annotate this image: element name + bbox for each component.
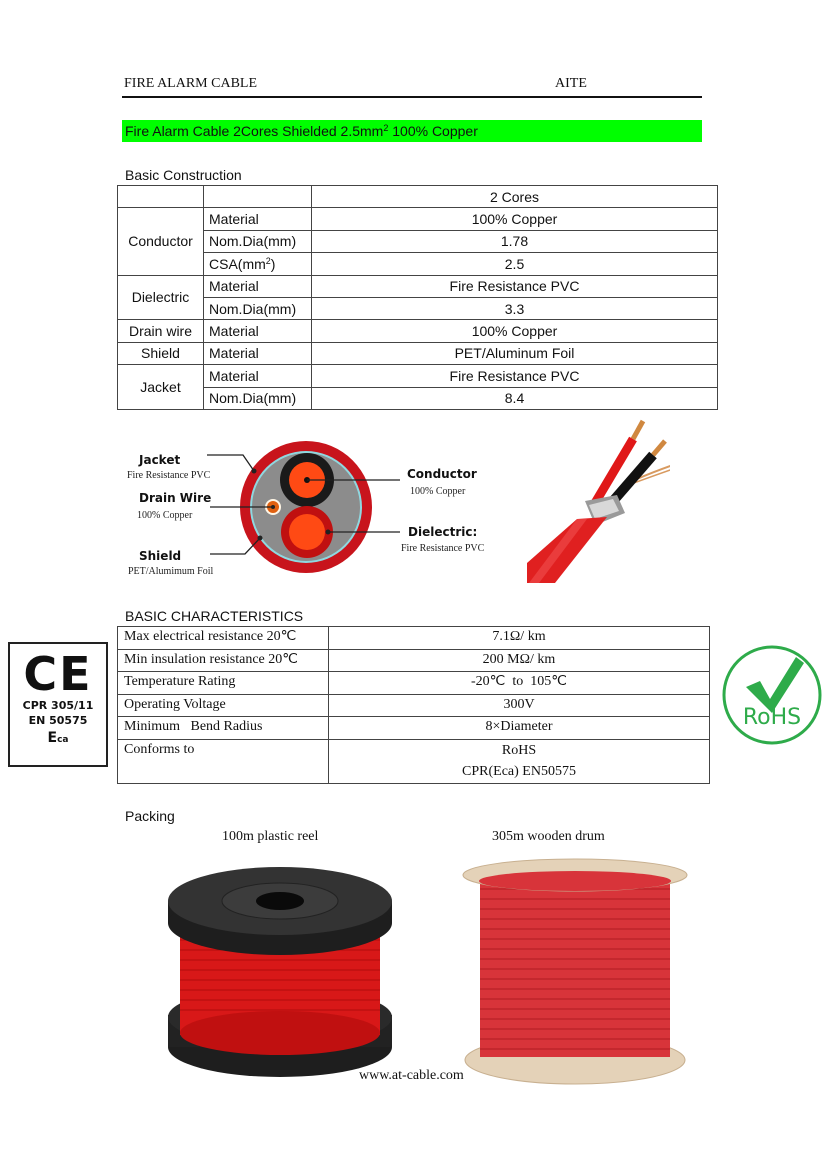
value-cell: 100% Copper (312, 320, 718, 342)
table-row (118, 230, 718, 252)
value-cell: PET/Aluminum Foil (312, 342, 718, 364)
property-cell: Material (204, 208, 312, 230)
table-row (118, 275, 718, 297)
header-cell-cores: 2 Cores (312, 186, 718, 208)
ce-cpr-line: CPR 305/11 (22, 699, 94, 712)
table-row (118, 627, 710, 650)
wooden-drum-icon (455, 855, 695, 1087)
conforms-cpr: CPR(Eca) EN50575 (462, 764, 576, 779)
char-label: Min insulation resistance 20℃ (118, 649, 329, 672)
label-shield: Shield (139, 549, 182, 563)
table-row (118, 739, 710, 783)
table-row (118, 717, 710, 740)
header-divider (122, 96, 702, 98)
construction-table (117, 185, 718, 410)
table-row (118, 297, 718, 319)
char-label: Minimum Bend Radius (118, 717, 329, 740)
ce-class (10, 728, 106, 750)
table-row (118, 672, 710, 695)
label-jacket-desc: Fire Resistance PVC (127, 470, 211, 481)
label-drain-wire-desc: 100% Copper (137, 510, 193, 521)
rohs-text: RoHS (742, 705, 802, 730)
table-row (118, 387, 718, 409)
label-shield-desc: PET/Alumimum Foil (128, 566, 214, 577)
characteristics-table (117, 626, 710, 784)
char-value: 200 MΩ/ km (329, 649, 710, 672)
plastic-reel-icon (160, 855, 400, 1085)
table-row (118, 208, 718, 230)
table-row (118, 253, 718, 275)
table-cell (118, 186, 204, 208)
footer-website: www.at-cable.com (359, 1068, 464, 1083)
basic-construction-title: Basic Construction (125, 167, 242, 183)
ce-class-sub: ca (57, 735, 69, 745)
table-cell (204, 186, 312, 208)
plastic-reel-photo (160, 855, 400, 1085)
property-cell: Nom.Dia(mm) (204, 387, 312, 409)
product-title-sup: 2 (383, 123, 389, 133)
value-cell: 2.5 (312, 253, 718, 275)
label-dielectric-desc: Fire Resistance PVC (401, 543, 485, 554)
value-cell: 3.3 (312, 297, 718, 319)
property-cell (204, 253, 312, 275)
label-conductor-desc: 100% Copper (410, 486, 466, 497)
property-cell: Material (204, 275, 312, 297)
ce-certification-badge (8, 642, 108, 767)
conforms-rohs: RoHS (501, 742, 537, 758)
packing-title: Packing (125, 808, 175, 824)
wooden-drum-photo (455, 855, 695, 1087)
table-row (118, 694, 710, 717)
property-cell: Nom.Dia(mm) (204, 297, 312, 319)
table-row (118, 365, 718, 387)
char-value: 7.1Ω/ km (329, 627, 710, 650)
char-value: 300V (329, 694, 710, 717)
value-cell: Fire Resistance PVC (312, 275, 718, 297)
component-drain-wire: Drain wire (118, 320, 204, 342)
char-label: Max electrical resistance 20℃ (118, 627, 329, 650)
product-title-suffix: 100% Copper (388, 123, 478, 139)
property-suffix: ) (270, 255, 276, 272)
label-jacket: Jacket (139, 453, 181, 467)
property-cell: Material (204, 320, 312, 342)
table-row (118, 649, 710, 672)
component-jacket: Jacket (118, 365, 204, 410)
value-cell: 1.78 (312, 230, 718, 252)
table-row (118, 342, 718, 364)
component-dielectric: Dielectric (118, 275, 204, 320)
cable-photo (525, 413, 670, 583)
brand-name: AITE (555, 76, 587, 91)
table-row (118, 186, 718, 208)
property-cell: Material (204, 342, 312, 364)
value-cell: 100% Copper (312, 208, 718, 230)
rohs-badge (720, 643, 824, 747)
product-title-bar (122, 120, 702, 142)
cross-section-diagram (115, 425, 515, 585)
value-cell: Fire Resistance PVC (312, 365, 718, 387)
table-row (118, 320, 718, 342)
property-sup: 2 (265, 255, 271, 266)
component-shield: Shield (118, 342, 204, 364)
label-conductor: Conductor (407, 467, 477, 481)
char-value: 8×Diameter (329, 717, 710, 740)
rohs-check-icon (720, 643, 824, 747)
char-value (329, 739, 710, 783)
ce-mark-icon: CE (23, 647, 93, 701)
char-label: Conforms to (118, 739, 329, 783)
value-cell: 8.4 (312, 387, 718, 409)
property-cell: Nom.Dia(mm) (204, 230, 312, 252)
basic-characteristics-title: BASIC CHARACTERISTICS (125, 608, 304, 624)
component-conductor: Conductor (118, 208, 204, 275)
packing-caption-reel: 100m plastic reel (222, 829, 319, 844)
product-title-prefix: Fire Alarm Cable 2Cores Shielded 2.5mm (125, 123, 384, 139)
packing-caption-drum: 305m wooden drum (492, 829, 605, 844)
label-dielectric: Dielectric: (408, 525, 478, 539)
property-cell: Material (204, 365, 312, 387)
label-drain-wire: Drain Wire (139, 491, 212, 505)
ce-en-line: EN 50575 (28, 714, 88, 727)
char-value: -20℃ to 105℃ (329, 672, 710, 695)
char-label: Temperature Rating (118, 672, 329, 695)
property-text: CSA(mm (209, 255, 266, 272)
char-label: Operating Voltage (118, 694, 329, 717)
stripped-cable-icon (525, 413, 670, 583)
ce-class-main: E (47, 730, 58, 746)
document-title: FIRE ALARM CABLE (124, 76, 258, 91)
